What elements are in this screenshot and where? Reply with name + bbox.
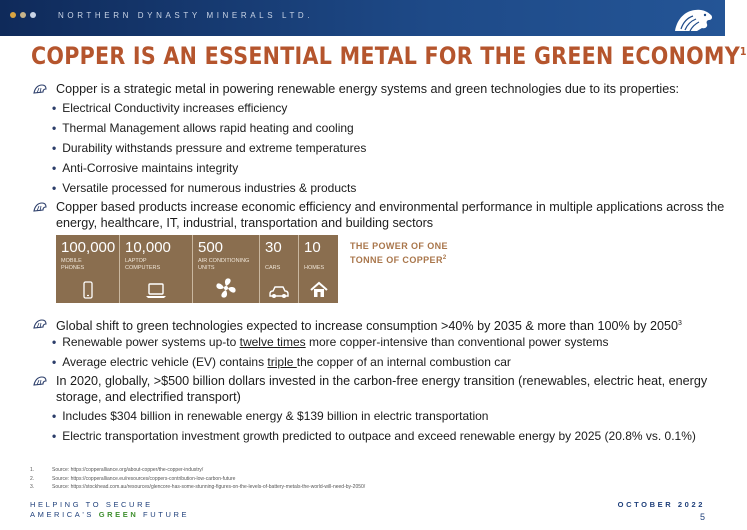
dot-tan	[20, 12, 26, 18]
page-number: 5	[699, 512, 705, 522]
section-4-line-2: storage, and electrified transport)	[56, 390, 241, 404]
list-item: • Durability withstands pressure and extreme temperatures	[52, 141, 367, 155]
shell-bullet-icon	[33, 376, 47, 386]
dot-light	[30, 12, 36, 18]
header-dots	[10, 12, 36, 18]
phone-icon	[83, 281, 93, 299]
section-2-line-2: energy, healthcare, IT, industrial, transportation and building sectors	[56, 216, 434, 230]
footer-date: OCTOBER 2022	[617, 500, 705, 509]
shell-bullet-icon	[33, 84, 47, 94]
shell-bullet-icon	[33, 319, 47, 329]
stat-mobile-phones: 100,000 MOBILE PHONES	[56, 235, 120, 303]
car-icon	[268, 285, 290, 299]
stat-air-conditioning: 500 AIR CONDITIONING UNITS	[193, 235, 260, 303]
stat-cars: 30 CARS	[260, 235, 299, 303]
list-item: • Average electric vehicle (EV) contains triple the copper of an internal combustion car	[52, 355, 511, 369]
page-title: COPPER IS AN ESSENTIAL METAL FOR THE GREEN ECONOMY$^1$	[31, 42, 747, 70]
section-1-heading: Copper is a strategic metal in powering renewable energy systems and green technologies due to its properties:	[56, 82, 680, 96]
list-item: • Includes $304 billion in renewable energy & $139 billion in electric transportation	[52, 409, 489, 423]
footnote: 2. Source: https://copperalliance.eu/resources/coppers-contribution-low-carbon-future	[30, 475, 236, 482]
shell-bullet-icon	[33, 202, 47, 212]
bear-logo-icon	[667, 1, 719, 35]
power-of-copper-label: THE POWER OF ONE TONNE OF COPPER$^2$	[350, 241, 448, 265]
stat-laptop-computers: 10,000 LAPTOP COMPUTERS	[120, 235, 193, 303]
home-icon	[310, 281, 328, 299]
footnote: 1. Source: https://copperalliance.org/about-copper/the-copper-industry/	[30, 467, 204, 473]
company-name: NORTHERN DYNASTY MINERALS LTD.	[58, 11, 314, 20]
dot-gold	[10, 12, 16, 18]
header-bar	[0, 0, 725, 36]
fan-icon	[215, 277, 237, 299]
list-item: • Anti-Corrosive maintains integrity	[52, 161, 239, 175]
footnote: 3. Source: https://stockhead.com.au/resources/glencore-has-some-stunning-figures-on-the-levels-of-battery-metals-the-world-will-need-by-2050/	[30, 484, 366, 490]
footnotes	[30, 466, 365, 492]
list-item: • Versatile processed for numerous industries & products	[52, 181, 357, 195]
copper-stats-panel	[56, 235, 338, 303]
footer-tagline: HELPING TO SECURE AMERICA'S GREEN FUTURE	[30, 500, 190, 519]
list-item: • Electric transportation investment growth predicted to outpace and exceed renewable energy by 2025 (20.8% vs. 0.1%)	[52, 429, 696, 443]
stat-homes: 10 HOMES	[299, 235, 338, 303]
list-item: • Electrical Conductivity increases efficiency	[52, 101, 288, 115]
laptop-icon	[145, 283, 167, 299]
list-item: • Renewable power systems up-to twelve times more copper-intensive than conventional power systems	[52, 335, 609, 349]
section-2-line-1: Copper based products increase economic efficiency and environmental performance in multiple applications across the	[56, 200, 725, 214]
list-item: • Thermal Management allows rapid heating and cooling	[52, 121, 354, 135]
section-3-heading: Global shift to green technologies expected to increase consumption >40% by 2035 & more than 100% by 2050$^3$	[56, 319, 682, 334]
section-4-line-1: In 2020, globally, >$500 billion dollars invested in the carbon-free energy transition (renewables, electric heat, energy	[56, 374, 708, 388]
